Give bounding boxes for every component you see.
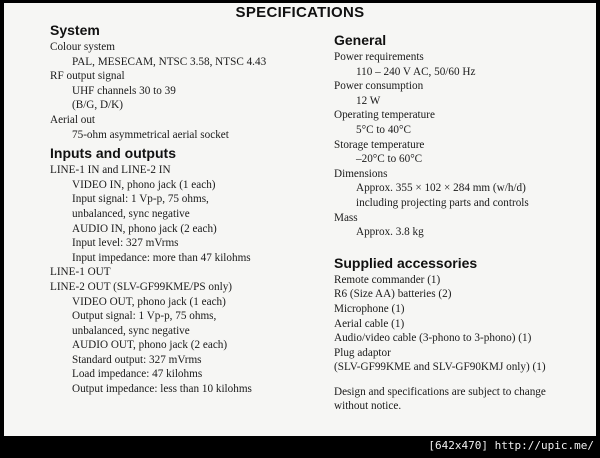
system-heading: System [50,22,100,38]
spec-line: Microphone (1) [334,302,405,315]
spec-line: Input signal: 1 Vp-p, 75 ohms, [72,193,209,206]
general-heading: General [334,32,387,48]
right-column [334,31,596,414]
spec-line: UHF channels 30 to 39 [72,84,176,97]
spec-line: Power requirements [334,51,424,63]
spec-line: Remote commander (1) [334,273,441,286]
spec-line: LINE-1 IN and LINE-2 IN [50,164,171,177]
supplied-accessories-heading: Supplied accessories [334,254,478,271]
inputs-outputs-list [50,163,330,397]
spec-line: Approx. 3.8 kg [356,226,424,239]
spec-line: –20°C to 60°C [356,153,423,166]
spec-line: Power consumption [334,80,424,93]
spec-line: R6 (Size AA) batteries (2) [334,288,452,301]
spec-line: Aerial cable (1) [334,317,405,330]
general-list [334,50,596,240]
spec-line: Colour system [50,41,115,53]
spec-line: LINE-2 OUT (SLV-GF99KME/PS only) [50,280,233,293]
spec-line: Mass [334,211,358,224]
spec-line: Aerial out [50,113,96,126]
spec-line: Operating temperature [334,109,435,122]
spec-line: 110 – 240 V AC, 50/60 Hz [356,65,476,78]
spec-line: Audio/video cable (3-phono to 3-phono) (1) [334,332,532,345]
watermark-text: [642x470] http://upic.me/ [428,439,594,452]
spec-line: AUDIO IN, phono jack (2 each) [72,222,217,235]
inputs-outputs-heading: Inputs and outputs [50,145,176,162]
spec-line: unbalanced, sync negative [72,324,190,337]
spec-line: unbalanced, sync negative [72,207,190,220]
spec-line: Load impedance: 47 kilohms [72,368,203,381]
page-title: SPECIFICATIONS [235,4,365,21]
left-column [50,21,330,397]
spec-line: (B/G, D/K) [72,99,123,112]
spec-line: (SLV-GF99KME and SLV-GF90KMJ only) (1) [334,361,546,374]
spec-line: Input impedance: more than 47 kilohms [72,251,251,264]
spec-line: Output signal: 1 Vp-p, 75 ohms, [72,310,217,323]
spec-line: Approx. 355 × 102 × 284 mm (w/h/d) [356,182,526,195]
spec-line: Dimensions [334,167,388,180]
spec-line: 5°C to 40°C [356,123,411,136]
spec-line: VIDEO OUT, phono jack (1 each) [72,295,226,308]
spec-line: Design and specifications are subject to change [334,385,546,398]
disclaimer [334,385,596,414]
spec-line: 12 W [356,94,381,107]
spec-line: RF output signal [50,70,125,83]
spec-line: Output impedance: less than 10 kilohms [72,383,252,396]
spec-line: Input level: 327 mVrms [72,237,179,250]
spec-line: including projecting parts and controls [356,196,529,209]
spec-line: without notice. [334,400,402,413]
spec-line: Standard output: 327 mVrms [72,353,202,366]
system-list [50,40,330,142]
spec-line: Plug adaptor [334,346,391,359]
spec-line: VIDEO IN, phono jack (1 each) [72,178,216,191]
spec-line: PAL, MESECAM, NTSC 3.58, NTSC 4.43 [72,55,267,68]
spec-line: Storage temperature [334,138,425,151]
accessories-list [334,273,596,375]
spec-line: 75-ohm asymmetrical aerial socket [72,128,229,141]
spec-line: AUDIO OUT, phono jack (2 each) [72,339,228,352]
spec-line: LINE-1 OUT [50,266,111,279]
